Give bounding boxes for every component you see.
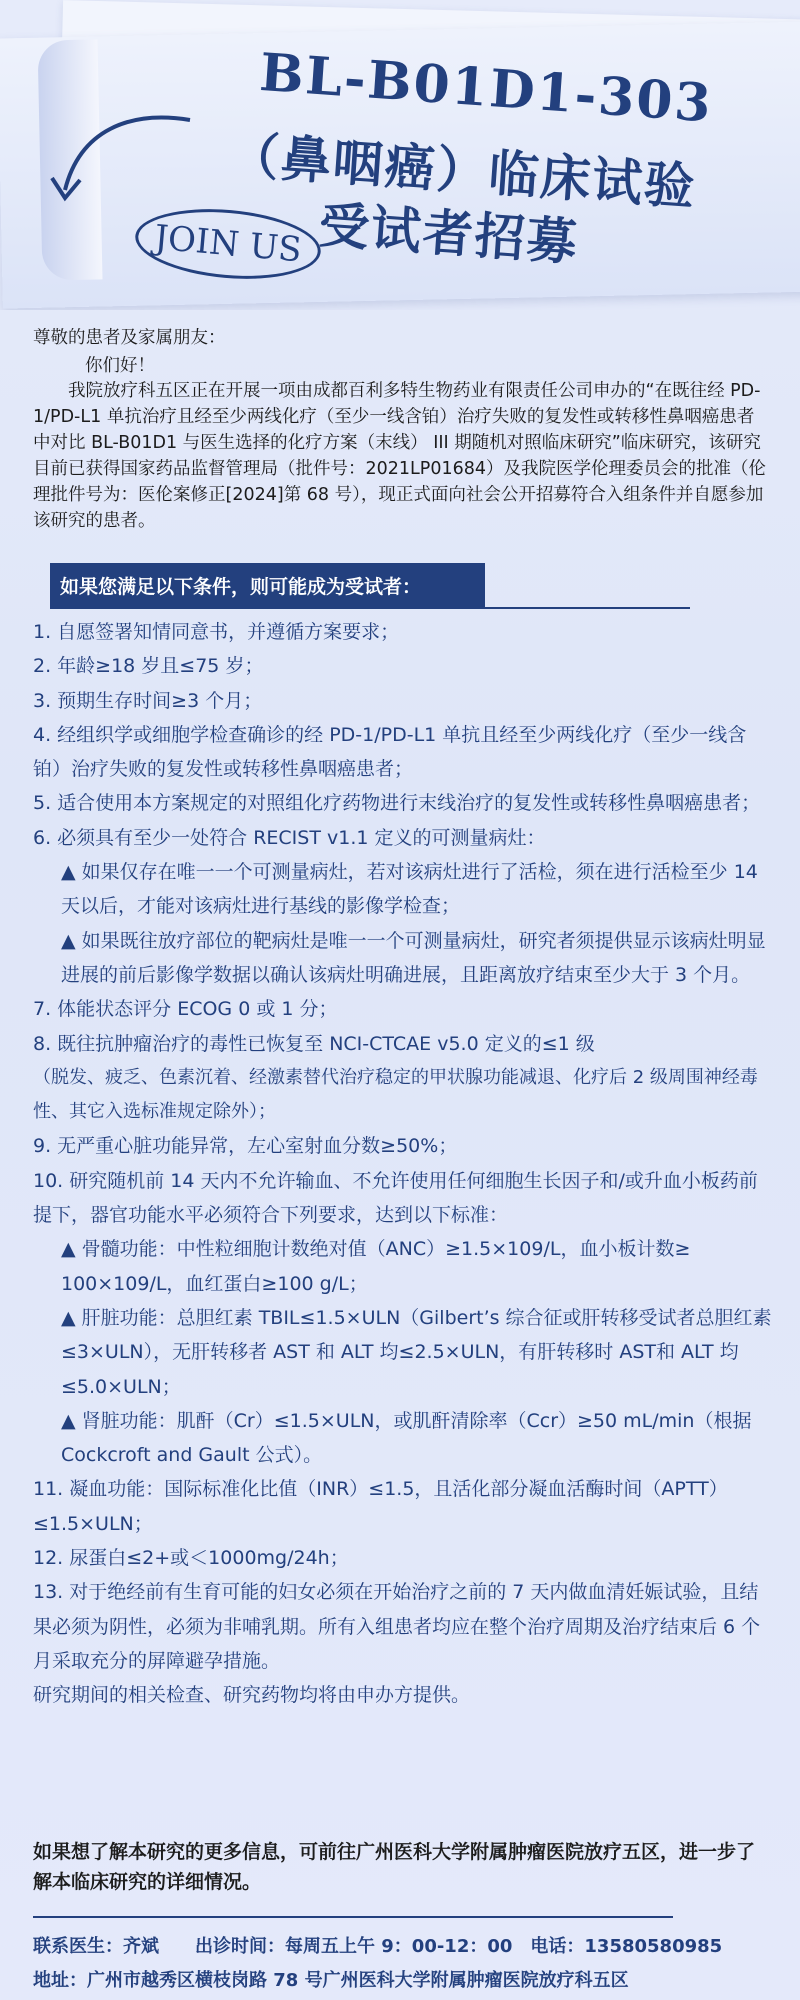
criterion-8-note: （脱发、疲乏、色素沉着、经激素替代治疗稳定的甲状腺功能减退、化疗后 2 级周围神经毒性、其它入选标准规定除外）； xyxy=(33,1066,758,1123)
header-banner xyxy=(0,0,800,310)
provided-note: 研究期间的相关检查、研究药物均将由申办方提供。 xyxy=(33,1684,471,1707)
criterion-7: 7. 体能状态评分 ECOG 0 或 1 分； xyxy=(33,998,338,1021)
criterion-9: 9. 无严重心脏功能异常，左心室射血分数≥50%； xyxy=(33,1135,458,1158)
criterion-6a: ▲ 如果仅存在唯一一个可测量病灶，若对该病灶进行了活检，须在进行活检至少 14 天以后，才能对该病灶进行基线的影像学检查； xyxy=(61,861,758,918)
contact-line1: 联系医生：齐斌 出诊时间：每周五上午 9：00-12：00 电话：13580580985 xyxy=(33,1936,723,1957)
divider xyxy=(50,607,690,609)
criterion-10: 10. 研究随机前 14 天内不允许输血、不允许使用任何细胞生长因子和/或升血小板药前提下，器官功能水平必须符合下列要求，达到以下标准： xyxy=(33,1169,758,1227)
criterion-4: 4. 经组织学或细胞学检查确诊的经 PD-1/PD-L1 单抗且经至少两线化疗（至少一线含铂）治疗失败的复发性或转移性鼻咽癌患者； xyxy=(33,723,747,781)
criterion-13: 13. 对于绝经前有生育可能的妇女必须在开始治疗之前的 7 天内做血清妊娠试验，且结果必须为阴性，必须为非哺乳期。所有入组患者均应在整个治疗周期及治疗结束后 6 个月采取充分的屏障避孕措施。 xyxy=(33,1581,761,1672)
criteria-list xyxy=(33,615,773,1713)
divider-bottom xyxy=(33,1916,673,1918)
contact-info xyxy=(33,1930,722,1998)
criterion-8: 8. 既往抗肿瘤治疗的毒性已恢复至 NCI-CTCAE v5.0 定义的≤1 级 xyxy=(33,1032,595,1055)
criterion-2: 2. 年龄≥18 岁且≤75 岁； xyxy=(33,655,264,678)
join-us-badge: JOIN US xyxy=(132,202,323,286)
intro-paragraph xyxy=(33,378,768,534)
hello-text: 你们好！ xyxy=(85,356,155,376)
criterion-1: 1. 自愿签署知情同意书，并遵循方案要求； xyxy=(33,621,400,643)
title-line2: （鼻咽癌）临床试验 xyxy=(227,124,699,217)
criteria-header: 如果您满足以下条件，则可能成为受试者： xyxy=(50,563,485,607)
criterion-10c: ▲ 肾脏功能：肌酐（Cr）≤1.5×ULN，或肌酐清除率（Ccr）≥50 mL/min（根据 Cockcroft and Gault 公式）。 xyxy=(61,1409,752,1467)
criterion-6: 6. 必须具有至少一处符合 RECIST v1.1 定义的可测量病灶： xyxy=(33,826,546,849)
criterion-10a: ▲ 骨髓功能：中性粒细胞计数绝对值（ANC）≥1.5×109/L，血小板计数≥ 100×109/L，血红蛋白≥100 g/L； xyxy=(61,1238,691,1295)
criterion-10b: ▲ 肝脏功能：总胆红素 TBIL≤1.5×ULN（Gilbert’s 综合征或肝转移受试者总胆红素≤3×ULN），无肝转移者 AST 和 ALT 均≤2.5×ULN，有肝转移时 AST和 ALT 均≤5.0×ULN； xyxy=(61,1306,772,1398)
title-line1: BL-B01D1-303 xyxy=(257,42,715,135)
intro-text: 我院放疗科五区正在开展一项由成都百利多特生物药业有限责任公司申办的“在既往经 PD-1/PD-L1 单抗治疗且经至少两线化疗（至少一线含铂）治疗失败的复发性或转移性鼻咽癌患者中对比 BL-B01D1 与医生选择的化疗方案（末线） III 期随机对照临床研究”临床研究，该研究目前已获得国家药品监督管理局（批件号：2021LP01684）及我院医学伦理委员会的批准（伦理批件号为：医伦案修正[2024]第 68 号），现正式面向社会公开招募符合入组条件并自愿参加该研究的患者。 xyxy=(33,381,767,531)
salutation: 尊敬的患者及家属朋友： xyxy=(33,328,226,348)
criterion-5: 5. 适合使用本方案规定的对照组化疗药物进行末线治疗的复发性或转移性鼻咽癌患者； xyxy=(33,792,761,815)
contact-line2: 地址：广州市越秀区横枝岗路 78 号广州医科大学附属肿瘤医院放疗科五区 xyxy=(33,1970,629,1991)
more-info-note: 如果想了解本研究的更多信息，可前往广州医科大学附属肿瘤医院放疗五区，进一步了解本临床研究的详细情况。 xyxy=(33,1841,756,1893)
title-line3: 受试者招募 xyxy=(317,194,581,272)
criterion-11: 11. 凝血功能：国际标准化比值（INR）≤1.5，且活化部分凝血活酶时间（APTT）≤1.5×ULN； xyxy=(33,1478,728,1535)
criterion-6b: ▲ 如果既往放疗部位的靶病灶是唯一一个可测量病灶，研究者须提供显示该病灶明显进展的前后影像学数据以确认该病灶明确进展，且距离放疗结束至少大于 3 个月。 xyxy=(61,929,766,986)
curved-arrow-icon xyxy=(50,110,200,210)
criterion-3: 3. 预期生存时间≥3 个月； xyxy=(33,689,263,712)
criterion-12: 12. 尿蛋白≤2+或＜1000mg/24h； xyxy=(33,1547,349,1570)
